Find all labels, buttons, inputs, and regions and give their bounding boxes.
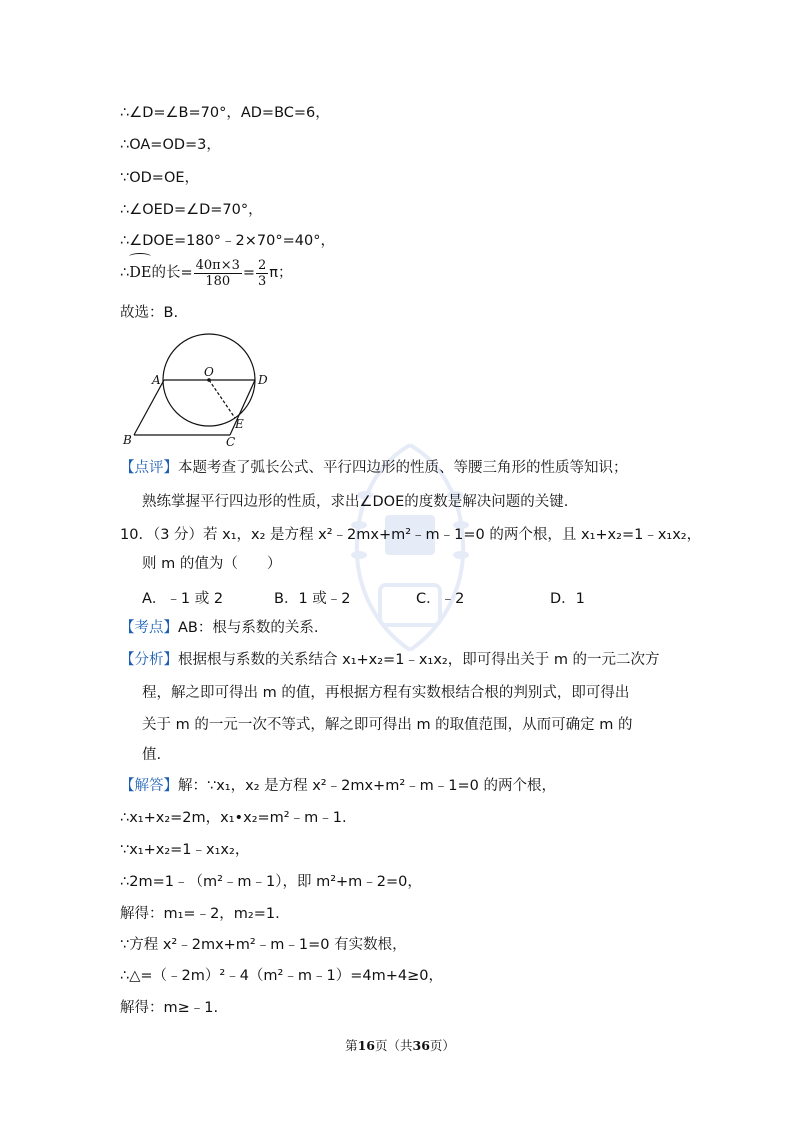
review-tag: 【点评】 xyxy=(120,460,178,476)
analysis-tag: 【分析】 xyxy=(120,652,178,668)
answer-choice-line: 故选：B. xyxy=(120,305,179,321)
fraction-2 xyxy=(256,258,268,289)
fraction-2-numerator: 2 xyxy=(258,257,267,273)
answer-line-5: 解得：m₁=﹣2，m₂=1. xyxy=(120,906,280,922)
label-e: E xyxy=(235,417,244,431)
label-c: C xyxy=(226,435,236,449)
footer-mid: 页（共 xyxy=(374,1038,413,1053)
option-c: C．﹣2 xyxy=(416,591,465,607)
analysis-line-2: 程，解之即可得出 m 的值，再根据方程有实数根结合根的判别式，即可得出 xyxy=(142,685,630,701)
answer-tag: 【解答】 xyxy=(120,778,178,794)
solution-line-4: ∴∠OED=∠D=70°， xyxy=(120,202,263,218)
analysis-line-4: 值. xyxy=(142,747,162,763)
review-line-2: 熟练掌握平行四边形的性质，求出∠DOE的度数是解决问题的关键. xyxy=(142,494,569,510)
answer-line-7: ∴△=（﹣2m）²﹣4（m²﹣m﹣1）=4m+4≥0， xyxy=(120,968,443,984)
label-a: A xyxy=(152,373,161,387)
fraction-1 xyxy=(194,258,242,289)
option-b: B．1 或﹣2 xyxy=(274,591,351,607)
solution-line-1: ∴∠D=∠B=70°，AD=BC=6， xyxy=(120,105,330,121)
segment-oe xyxy=(209,380,235,418)
solution-line-2: ∴OA=OD=3， xyxy=(120,137,221,153)
answer-line-3: ∵x₁+x₂=1﹣x₁x₂， xyxy=(120,842,250,858)
kaodian-tag: 【考点】 xyxy=(120,620,178,636)
option-d: D．1 xyxy=(550,591,585,607)
fraction-1-denominator: 180 xyxy=(205,273,231,289)
page-number: 16 xyxy=(357,1038,375,1053)
analysis-line-1 xyxy=(120,650,660,670)
footer-pre: 第 xyxy=(345,1038,358,1053)
arc-length-label: 的长= xyxy=(151,265,193,281)
total-pages: 36 xyxy=(412,1038,430,1053)
solution-line-5: ∴∠DOE=180°﹣2×70°=40°， xyxy=(120,233,335,249)
review-text-1: 本题考查了弧长公式、平行四边形的性质、等腰三角形的性质等知识； xyxy=(178,460,628,476)
answer-line-4: ∴2m=1﹣（m²﹣m﹣1），即 m²+m﹣2=0， xyxy=(120,874,422,890)
analysis-line-3: 关于 m 的一元一次不等式，解之即可得出 m 的取值范围，从而可确定 m 的 xyxy=(142,717,633,733)
arc-length-formula xyxy=(120,256,293,290)
kaodian-text: AB：根与系数的关系. xyxy=(178,620,319,636)
question-line-1: 10．（3 分）若 x₁，x₂ 是方程 x²﹣2mx+m²﹣m﹣1=0 的两个根，且 x₁+x₂=1﹣x₁x₂， xyxy=(120,527,702,543)
equals-sign: = xyxy=(242,265,256,281)
geometry-figure xyxy=(115,332,285,450)
answer-text-1: 解：∵x₁，x₂ 是方程 x²﹣2mx+m²﹣m﹣1=0 的两个根， xyxy=(178,778,556,794)
answer-line-8: 解得：m≥﹣1. xyxy=(120,1000,219,1016)
label-d: D xyxy=(258,373,268,387)
answer-line-6: ∵方程 x²﹣2mx+m²﹣m﹣1=0 有实数根， xyxy=(120,937,407,953)
segment-ab xyxy=(134,380,164,435)
option-a: A．﹣1 或 2 xyxy=(142,591,224,607)
fraction-2-denominator: 3 xyxy=(258,273,267,289)
answer-line-2: ∴x₁+x₂=2m，x₁•x₂=m²﹣m﹣1. xyxy=(120,810,347,826)
kaodian-line xyxy=(120,618,318,638)
therefore-symbol: ∴ xyxy=(120,265,130,281)
fraction-1-numerator: 40π×3 xyxy=(195,257,240,273)
answer-line-1 xyxy=(120,776,556,796)
arc-de: DE xyxy=(129,256,151,290)
label-o: O xyxy=(204,365,214,379)
question-line-2: 则 m 的值为（ ） xyxy=(142,556,282,572)
pi-suffix: π； xyxy=(269,265,293,281)
footer-post: 页） xyxy=(429,1038,455,1053)
solution-line-3: ∵OD=OE， xyxy=(120,170,200,186)
page-footer xyxy=(0,1036,800,1054)
label-b: B xyxy=(123,433,132,447)
analysis-text-1: 根据根与系数的关系结合 x₁+x₂=1﹣x₁x₂，即可得出关于 m 的一元二次方 xyxy=(178,652,660,668)
review-line-1 xyxy=(120,458,628,478)
